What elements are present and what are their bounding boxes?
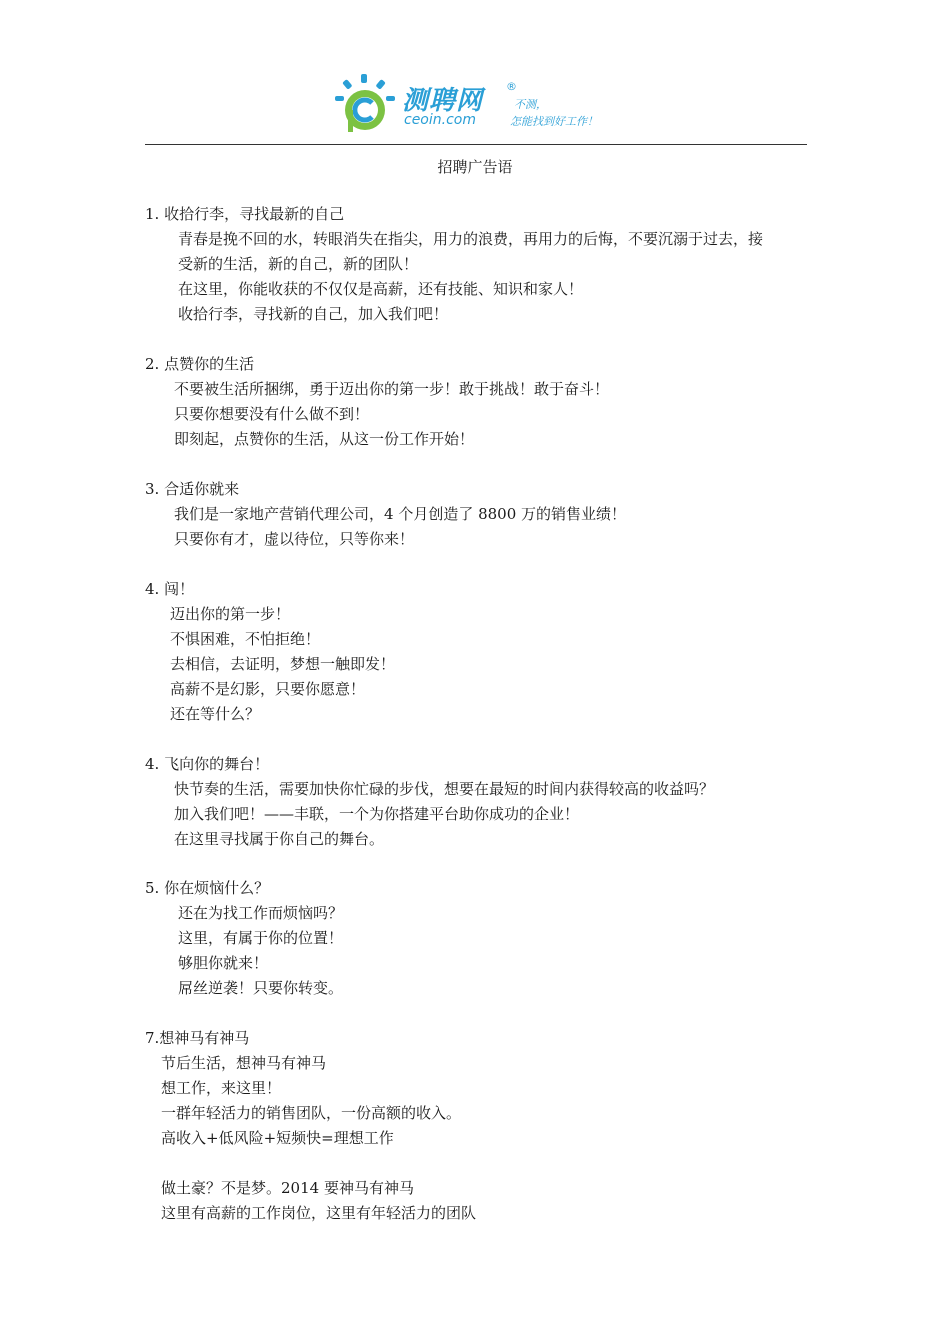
document-title: 招聘广告语 [437,158,513,176]
text-line: 受新的生活，新的自己，新的团队！ [178,255,419,273]
brand-domain: ceoin.com [404,112,476,128]
slogan-line-1: 不测， [514,98,547,111]
text-line: 在这里寻找属于你自己的舞台。 [174,830,385,848]
text-line: 这里有高薪的工作岗位，这里有年轻活力的团队 [161,1204,477,1222]
text-line: 不要被生活所捆绑，勇于迈出你的第一步！敢于挑战！敢于奋斗！ [174,380,610,398]
text-line: 即刻起，点赞你的生活，从这一份工作开始！ [174,430,475,448]
text-line: 去相信，去证明，梦想一触即发！ [170,655,396,673]
section-heading: 2. 点赞你的生活 [145,355,255,373]
text-line: 还在等什么？ [170,705,261,723]
logo-eye-icon [330,72,402,138]
section-heading: 3. 合适你就来 [145,480,240,498]
brand-name: 测聘网 [402,86,484,116]
text-line: 只要你有才，虚以待位，只等你来！ [174,530,415,548]
text-line: 还在为找工作而烦恼吗？ [178,904,344,922]
text-line: 收拾行李，寻找新的自己，加入我们吧！ [178,305,449,323]
header-divider [145,144,807,145]
page-header [0,0,950,145]
text-line: 在这里，你能收获的不仅仅是高薪，还有技能、知识和家人！ [178,280,584,298]
text-line: 高收入+低风险+短频快=理想工作 [161,1129,394,1147]
text-line: 做土豪？不是梦。2014 要神马有神马 [161,1179,414,1197]
text-line: 迈出你的第一步！ [170,605,291,623]
text-line: 够胆你就来！ [178,954,269,972]
text-line: 高薪不是幻影，只要你愿意！ [170,680,366,698]
text-line: 青春是挽不回的水，转眼消失在指尖，用力的浪费，再用力的后悔，不要沉溺于过去，接 [178,230,764,248]
section-heading: 5. 你在烦恼什么？ [145,879,270,897]
text-line: 不惧困难，不怕拒绝！ [170,630,321,648]
text-line: 这里，有属于你的位置！ [178,929,344,947]
text-line: 想工作，来这里！ [161,1079,282,1097]
section-heading: 7.想神马有神马 [145,1029,250,1047]
section-heading: 4. 闯！ [145,580,195,598]
text-line: 只要你想要没有什么做不到！ [174,405,370,423]
text-line: 加入我们吧！——丰联，一个为你搭建平台助你成功的企业！ [174,805,580,823]
text-line: 快节奏的生活，需要加快你忙碌的步伐，想要在最短的时间内获得较高的收益吗？ [174,780,715,798]
text-line: 一群年轻活力的销售团队，一份高额的收入。 [161,1104,462,1122]
text-line: 节后生活，想神马有神马 [161,1054,327,1072]
slogan-line-2: 怎能找到好工作！ [510,115,598,128]
section-heading: 1. 收拾行李，寻找最新的自己 [145,205,345,223]
text-line: 屌丝逆袭！只要你转变。 [178,979,344,997]
section-heading: 4. 飞向你的舞台！ [145,755,270,773]
ceoin-logo [330,72,630,138]
text-line: 我们是一家地产营销代理公司，4 个月创造了 8800 万的销售业绩！ [174,505,627,523]
registered-mark: ® [506,80,517,93]
